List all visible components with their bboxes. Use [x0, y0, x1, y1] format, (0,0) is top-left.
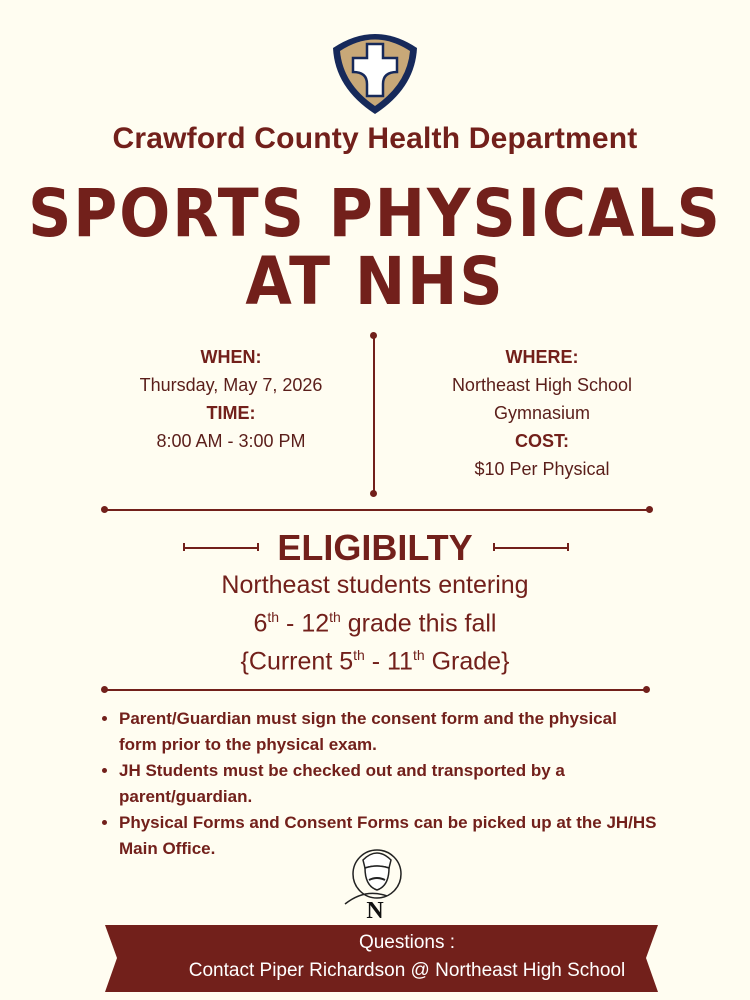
- horizontal-divider: [104, 509, 650, 511]
- eligibility-line-1: Northeast students entering: [221, 571, 529, 599]
- list-item: • Parent/Guardian must sign the consent form and the physical form prior to the physical exam.: [119, 706, 659, 758]
- when-label: WHEN:: [200, 347, 262, 367]
- title-line-1: SPORTS PHYSICALS: [28, 175, 722, 253]
- vertical-divider: [373, 336, 375, 494]
- horizontal-divider: [104, 689, 647, 691]
- time-label: TIME:: [206, 403, 256, 423]
- contact-text: Contact Piper Richardson @ Northeast High School: [188, 960, 626, 981]
- divider-dot: [643, 686, 650, 693]
- heading-rule-right: [493, 547, 568, 549]
- where-label: WHERE:: [505, 347, 579, 367]
- divider-dot: [370, 332, 377, 339]
- requirements-list: [103, 706, 659, 862]
- when-time-column: [81, 343, 381, 455]
- where-cost-column: [392, 343, 692, 483]
- cost-value: $10 Per Physical: [474, 459, 610, 479]
- heading-rule-tick: [567, 543, 569, 551]
- divider-dot: [646, 506, 653, 513]
- heading-rule-tick: [493, 543, 495, 551]
- where-value: Northeast High School: [451, 375, 633, 395]
- when-value: Thursday, May 7, 2026: [139, 375, 323, 395]
- list-item: • Physical Forms and Consent Forms can be picked up at the JH/HS Main Office.: [119, 810, 659, 862]
- list-item: • JH Students must be checked out and transported by a parent/guardian.: [119, 758, 659, 810]
- divider-dot: [101, 506, 108, 513]
- time-value: 8:00 AM - 3:00 PM: [156, 431, 306, 451]
- eligibility-heading: ELIGIBILTY: [277, 527, 473, 568]
- health-shield-cross-icon: [327, 26, 423, 116]
- questions-label: Questions :: [358, 932, 456, 953]
- department-name: Crawford County Health Department: [112, 122, 638, 155]
- where-value-2: Gymnasium: [493, 403, 591, 423]
- cost-label: COST:: [515, 431, 569, 451]
- eligibility-line-3: {Current 5th - 11th Grade}: [240, 647, 510, 676]
- title-line-2: AT NHS: [245, 243, 505, 321]
- divider-dot: [101, 686, 108, 693]
- viking-mascot-icon: [335, 842, 415, 922]
- eligibility-line-2: 6th - 12th grade this fall: [253, 609, 497, 638]
- svg-text:N: N: [366, 898, 384, 922]
- divider-dot: [370, 490, 377, 497]
